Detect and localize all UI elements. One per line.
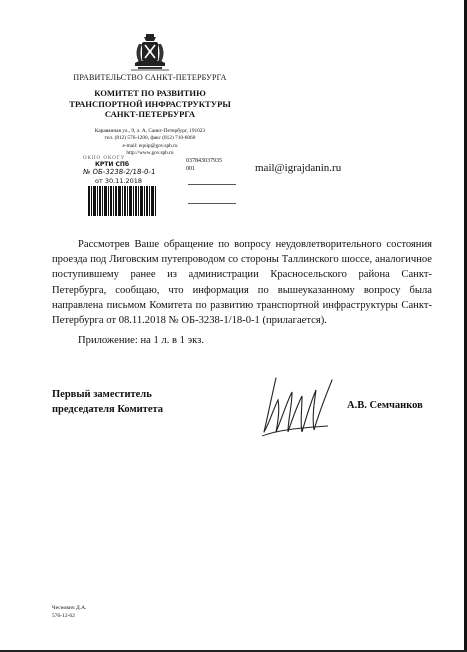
barcode-icon (88, 186, 156, 216)
recipient-email: mail@igrajdanin.ru (255, 162, 342, 174)
stamp-header: ОКПО ОКОГУ (83, 156, 126, 161)
blank-line (188, 203, 236, 204)
coat-of-arms-icon (130, 32, 170, 74)
address-line: e-mail: equip@gov.spb.ru (122, 142, 178, 149)
document-code (186, 157, 222, 173)
executor-name: Чеснович Д.А. (52, 605, 87, 611)
document-code-line: 001 (186, 166, 195, 172)
stamp-number: № ОБ-3238-2/18-0-1 (82, 168, 156, 176)
signer-title (52, 387, 163, 417)
executor-info (52, 605, 86, 620)
address-line: Караванная ул., 9, л. А, Санкт-Петербург, 191023 (94, 128, 206, 134)
government-name: ПРАВИТЕЛЬСТВО САНКТ-ПЕТЕРБУРГА (73, 73, 227, 82)
letter-body: Рассмотрев Ваше обращение по вопросу неудовлетворительного состояния проезда под Лиговским путепроводом со стороны Таллинского шоссе, аналогичное поступившему ранее из администрации Красносельского района Санкт-Петербурга, сообщаю, что информация по вышеуказанному вопросу была направлена письмом Комитета по развитию транспортной инфраструктуры Санкт-Петербурга от 08.11.2018 № ОБ-3238-1/18-0-1 (прилагается). (52, 239, 432, 327)
committee-address (62, 128, 238, 157)
committee-line: КОМИТЕТ ПО РАЗВИТИЮ (94, 88, 206, 98)
committee-name (52, 88, 248, 120)
document-code-line: 037843037935 (186, 158, 222, 164)
signer-title-line: председателя Комитета (52, 404, 164, 415)
stamp-org: КРТИ СПб (95, 161, 130, 168)
address-line: http://www.gov.spb.ru (126, 149, 174, 156)
blank-line (188, 184, 236, 185)
registration-stamp (75, 158, 185, 218)
stamp-date: от 30.11.2018 (95, 177, 143, 185)
attachment-note: Приложение: на 1 л. в 1 экз. (78, 335, 204, 346)
address-line: тел. (812) 576-1200, факс (812) 710-6060 (104, 135, 196, 142)
handwritten-signature (258, 370, 338, 445)
committee-line: САНКТ-ПЕТЕРБУРГА (104, 109, 196, 119)
signer-name: А.В. Семчанков (347, 400, 423, 411)
committee-line: ТРАНСПОРТНОЙ ИНФРАСТРУКТУРЫ (69, 98, 231, 109)
executor-phone: 576-12-62 (52, 612, 75, 619)
signer-title-line: Первый заместитель (52, 389, 152, 400)
